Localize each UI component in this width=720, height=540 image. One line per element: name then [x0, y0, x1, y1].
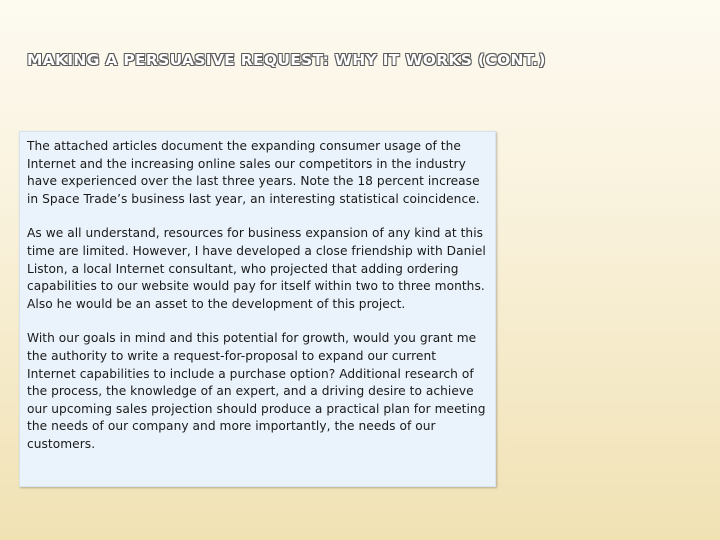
paragraph-resources: As we all understand, resources for business expansion of any kind at this time are limited. However, I have developed a close friendship with Daniel Liston, a local Internet consultant, who projected that adding ordering capabilities to our website would pay for itself within two to three months. Also he would be an asset to the development of this project. — [27, 226, 486, 311]
paragraph-competitor-data: The attached articles document the expanding consumer usage of the Internet and the increasing online sales our competitors in the industry have experienced over the last three years. Note the 18 percent increase in Space Trade’s business last year, an interesting statistical coincidence. — [27, 139, 480, 206]
paragraph-request: With our goals in mind and this potential for growth, would you grant me the authority to write a request-for-proposal to expand our current Internet capabilities to include a purchase option? Additional research of the process, the knowledge of an expert, and a driving desire to achieve our upcoming sales projection should produce a practical plan for meeting the needs of our company and more importantly, the needs of our customers. — [27, 331, 486, 451]
content-text-box — [19, 131, 496, 487]
slide-title: MAKING A PERSUASIVE REQUEST: WHY IT WORKS (CONT.) — [27, 51, 546, 69]
